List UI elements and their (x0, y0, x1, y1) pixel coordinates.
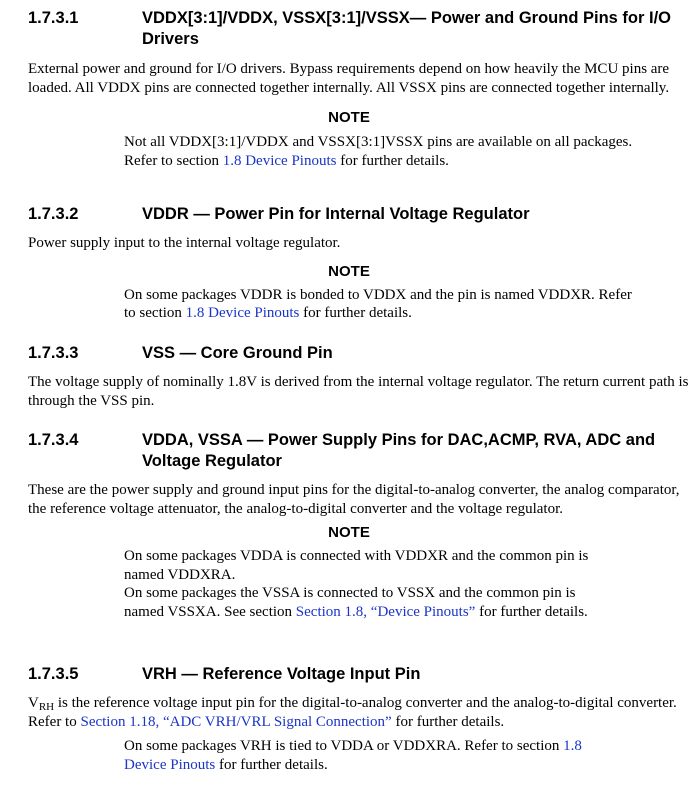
section-body: Power supply input to the internal voltage regulator. (28, 235, 341, 251)
note-text-end: for further details. (299, 305, 412, 321)
body-text: is the reference voltage input pin for the digital-to-analog converter and the analog-to-digital converter. Refer to (28, 695, 677, 730)
note-text: Not all VDDX[3:1]/VDDX and VSSX[3:1]VSSX pins are available on all packages. Refer to section (124, 134, 633, 169)
section-title: VRH — Reference Voltage Input Pin (142, 665, 421, 683)
device-pinouts-link[interactable]: 1.8 Device Pinouts (185, 305, 300, 321)
section-1-7-3-3 (0, 343, 698, 410)
vrh-symbol: V (28, 695, 39, 711)
section-number: 1.7.3.4 (28, 431, 79, 449)
section-title: VDDX[3:1]/VDDX, VSSX[3:1]/VSSX— Power and Ground Pins for I/O Drivers (142, 9, 672, 48)
note-title: NOTE (328, 109, 370, 126)
note-title: NOTE (328, 262, 370, 280)
note-text-end: for further details. (336, 152, 449, 169)
note-text-end: for further details. (475, 603, 588, 620)
body-text-end: for further details. (391, 713, 505, 730)
section-heading (28, 8, 698, 50)
section-heading (28, 343, 698, 364)
section-body: These are the power supply and ground input pins for the digital-to-analog converter, the analog comparator, the reference voltage attenuator, the analog-to-digital converter and the voltage regulator. (28, 482, 680, 517)
note-body (124, 737, 614, 774)
section-title: VDDA, VSSA — Power Supply Pins for DAC,ACMP, RVA, ADC and Voltage Regulator (142, 431, 656, 470)
section-body: External power and ground for I/O drivers. Bypass requirements depend on how heavily the MCU pins are loaded. All VDDX pins are connected together internally. All VSSX pins are connected together internally. (28, 61, 670, 96)
section-heading (28, 430, 698, 472)
note-body (124, 133, 644, 170)
section-body (28, 694, 696, 731)
note-title: NOTE (328, 524, 370, 541)
section-number: 1.7.3.2 (28, 205, 79, 223)
section-heading (28, 204, 698, 225)
section-title: VDDR — Power Pin for Internal Voltage Regulator (142, 205, 530, 223)
device-pinouts-section-link[interactable]: Section 1.8, “Device Pinouts” (295, 603, 476, 620)
section-1-7-3-1 (0, 8, 698, 170)
section-title: VSS — Core Ground Pin (142, 344, 333, 362)
note-text: On some packages VRH is tied to VDDA or VDDXRA. Refer to section (124, 738, 564, 754)
note-text: On some packages VDDR is bonded to VDDX and the pin is named VDDXR. Refer to section (124, 286, 632, 321)
section-number: 1.7.3.3 (28, 344, 79, 362)
section-heading (28, 664, 698, 685)
section-1-7-3-2 (0, 204, 698, 323)
note-line-1: On some packages VDDA is connected with VDDXR and the common pin is named VDDXRA. (124, 548, 589, 583)
note-text-end: for further details. (215, 756, 328, 773)
section-1-7-3-4 (0, 430, 698, 621)
device-pinouts-link[interactable]: 1.8 Device Pinouts (124, 738, 582, 773)
section-body: The voltage supply of nominally 1.8V is derived from the internal voltage regulator. The return current path is through the VSS pin. (28, 374, 689, 409)
note-body (124, 286, 644, 323)
vrh-subscript: RH (38, 701, 55, 713)
note-text: On some packages the VSSA is connected to VSSX and the common pin is named VSSXA. See section (124, 585, 576, 620)
section-number: 1.7.3.1 (28, 9, 79, 27)
note-line-2 (124, 584, 614, 621)
adc-vrh-vrl-link[interactable]: Section 1.18, “ADC VRH/VRL Signal Connection” (80, 713, 392, 730)
note-body (124, 547, 614, 621)
device-pinouts-link[interactable]: 1.8 Device Pinouts (222, 152, 337, 169)
section-1-7-3-5 (0, 664, 698, 774)
section-number: 1.7.3.5 (28, 665, 79, 683)
